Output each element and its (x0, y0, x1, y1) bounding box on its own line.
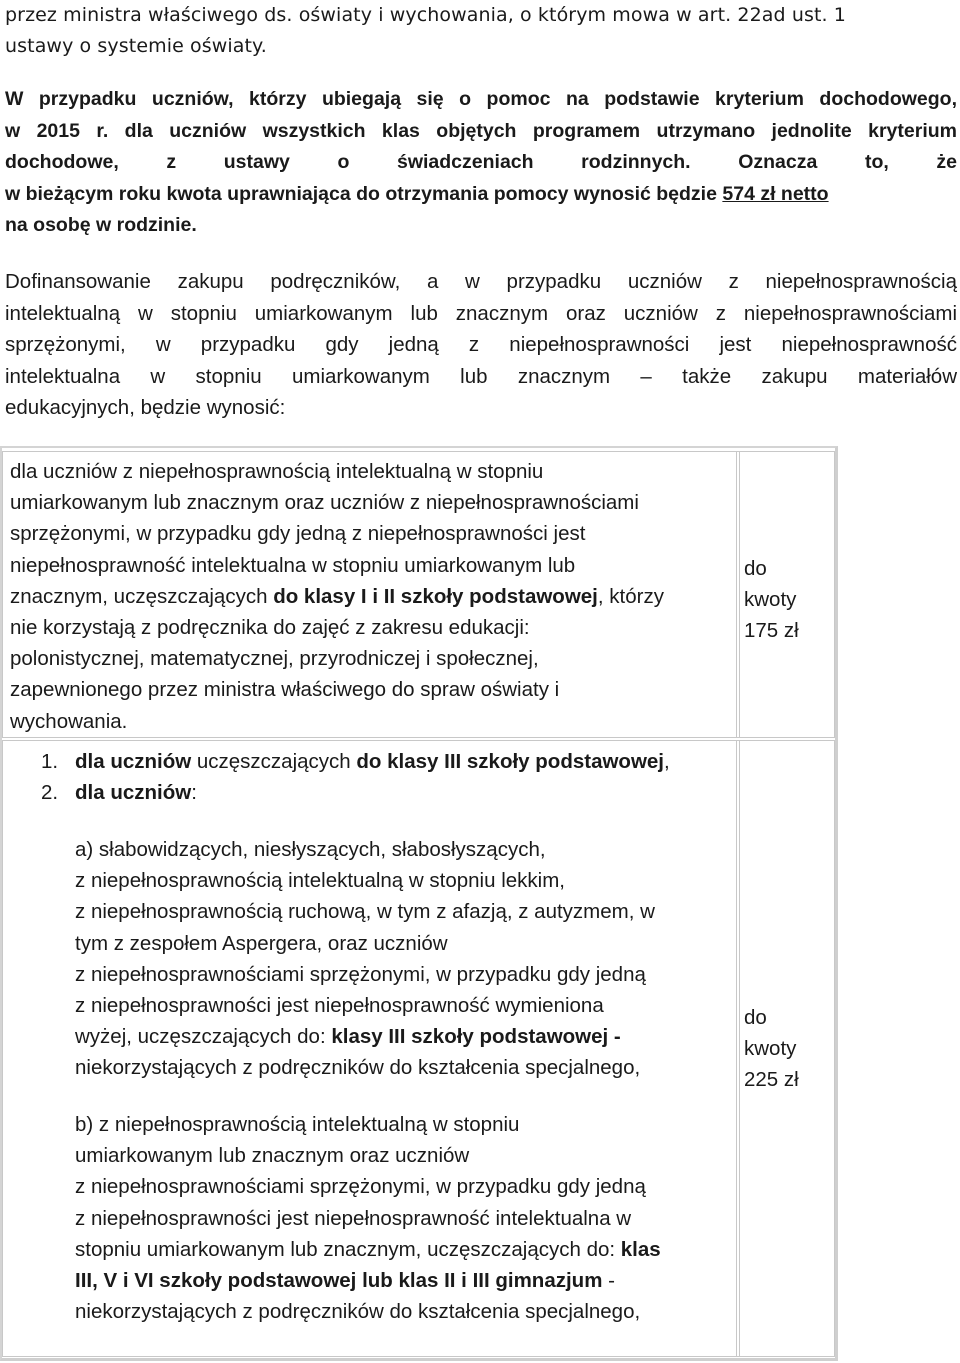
text-line: b) z niepełnosprawnością intelektualną w stopniu (75, 1113, 520, 1136)
text-line: tym z zespołem Aspergera, oraz uczniów (75, 931, 448, 955)
text-line (75, 1265, 661, 1296)
text-line: wychowania. (10, 709, 128, 733)
income-threshold-amount: 574 zł netto (722, 182, 829, 205)
text-line (10, 581, 664, 612)
text-line: zapewnionego przez ministra właściwego do spraw oświaty i (10, 678, 560, 702)
amount-line: kwoty (744, 588, 797, 612)
text-line: umiarkowanym lub znacznym oraz uczniów (75, 1144, 470, 1168)
list-number: 1. (41, 750, 59, 773)
text-line: dla uczniów z niepełnosprawnością intelektualną w stopniu (10, 460, 544, 483)
text-line: z niepełnosprawnością intelektualną w stopniu lekkim, (75, 869, 565, 893)
text-line: na osobę w rodzinie. (5, 214, 197, 236)
table-cell-description (2, 451, 740, 738)
text-segment: dla uczniów (75, 750, 192, 773)
text-line: sprzężonymi, w przypadku gdy jedną z niepełnosprawności jest niepełnosprawność (5, 333, 957, 356)
subitem-a (75, 834, 655, 1084)
text-segment: - (602, 1269, 615, 1293)
funding-paragraph (5, 266, 957, 424)
text-line (5, 179, 957, 211)
text-line: w 2015 r. dla uczniów wszystkich klas objętych programem utrzymano jednolite kryterium (5, 119, 957, 142)
text-line: ustawy o systemie oświaty. (5, 35, 267, 57)
text-line: niekorzystających z podręczników do kształcenia specjalnego, (75, 1300, 641, 1324)
text-line: sprzężonymi, w przypadku gdy jedną z niepełnosprawności jest (10, 522, 586, 546)
text-segment: w bieżącym roku kwota uprawniająca do otrzymania pomocy wynosić będzie (5, 182, 723, 205)
text-segment: stopniu umiarkowanym lub znacznym, uczęszczających do: (75, 1237, 621, 1261)
text-line: z niepełnosprawności jest niepełnosprawność wymieniona (75, 994, 604, 1018)
text-line: edukacyjnych, będzie wynosić: (5, 396, 286, 419)
text-line: a) słabowidzących, niesłyszących, słabosłyszących, (75, 838, 546, 861)
text-line (75, 1234, 661, 1265)
subitem-b (75, 1109, 661, 1327)
text-line: polonistycznej, matematycznej, przyrodniczej i społecznej, (10, 647, 539, 671)
text-line: przez ministra właściwego ds. oświaty i wychowania, o którym mowa w art. 22ad ust. 1 (5, 4, 846, 26)
list-number: 2. (41, 781, 59, 804)
text-line: umiarkowanym lub znacznym oraz uczniów z niepełnosprawnościami (10, 491, 639, 515)
text-line: niepełnosprawność intelektualna w stopniu umiarkowanym lub (10, 553, 576, 577)
intro-paragraph (5, 0, 957, 62)
amount-line: do (744, 1006, 767, 1029)
list-item (75, 777, 197, 808)
amount-line: do (744, 557, 767, 580)
text-line: nie korzystają z podręcznika do zajęć z zakresu edukacji: (10, 616, 530, 640)
amount-line: kwoty (744, 1037, 797, 1061)
text-segment: klas (620, 1237, 661, 1261)
text-segment: uczęszczających (191, 750, 357, 773)
text-line: z niepełnosprawnością ruchową, w tym z afazją, z autyzmem, w (75, 900, 655, 924)
table-cell-amount (736, 740, 835, 1357)
text-segment: klasy III szkoły podstawowej - (331, 1025, 621, 1049)
text-segment: , którzy (597, 584, 664, 608)
text-segment: znacznym, uczęszczających (10, 584, 274, 608)
text-line (75, 1021, 655, 1052)
text-segment: do klasy I i II szkoły podstawowej (273, 584, 598, 608)
text-segment: : (191, 781, 197, 804)
text-line: dochodowe, z ustawy o świadczeniach rodzinnych. Oznacza to, że (5, 151, 957, 173)
table-cell-description (2, 740, 740, 1357)
table-cell-amount (736, 451, 835, 738)
text-segment: wyżej, uczęszczających do: (75, 1025, 332, 1049)
text-line: z niepełnosprawnościami sprzężonymi, w przypadku gdy jedną (75, 962, 646, 986)
text-line: niekorzystających z podręczników do kształcenia specjalnego, (75, 1056, 641, 1080)
text-line: z niepełnosprawności jest niepełnosprawność intelektualna w (75, 1206, 632, 1230)
text-segment: do klasy III szkoły podstawowej (356, 750, 664, 773)
income-criterion-paragraph (5, 84, 957, 242)
amount-value: 225 zł (744, 1068, 799, 1092)
list-item (75, 746, 670, 777)
text-line: W przypadku uczniów, którzy ubiegają się o pomoc na podstawie kryterium dochodowego, (5, 88, 957, 110)
text-segment: dla uczniów (75, 781, 192, 804)
text-segment: , (663, 750, 670, 773)
text-line: intelektualna w stopniu umiarkowanym lub znacznym – także zakupu materiałów (5, 364, 957, 388)
text-line: intelektualną w stopniu umiarkowanym lub znacznym oraz uczniów z niepełnosprawnościami (5, 301, 957, 325)
text-line: Dofinansowanie zakupu podręczników, a w przypadku uczniów z niepełnosprawnością (5, 270, 957, 293)
amount-value: 175 zł (744, 619, 799, 643)
text-line: z niepełnosprawnościami sprzężonymi, w przypadku gdy jedną (75, 1175, 646, 1199)
text-segment: III, V i VI szkoły podstawowej lub klas II i III gimnazjum (75, 1269, 603, 1293)
